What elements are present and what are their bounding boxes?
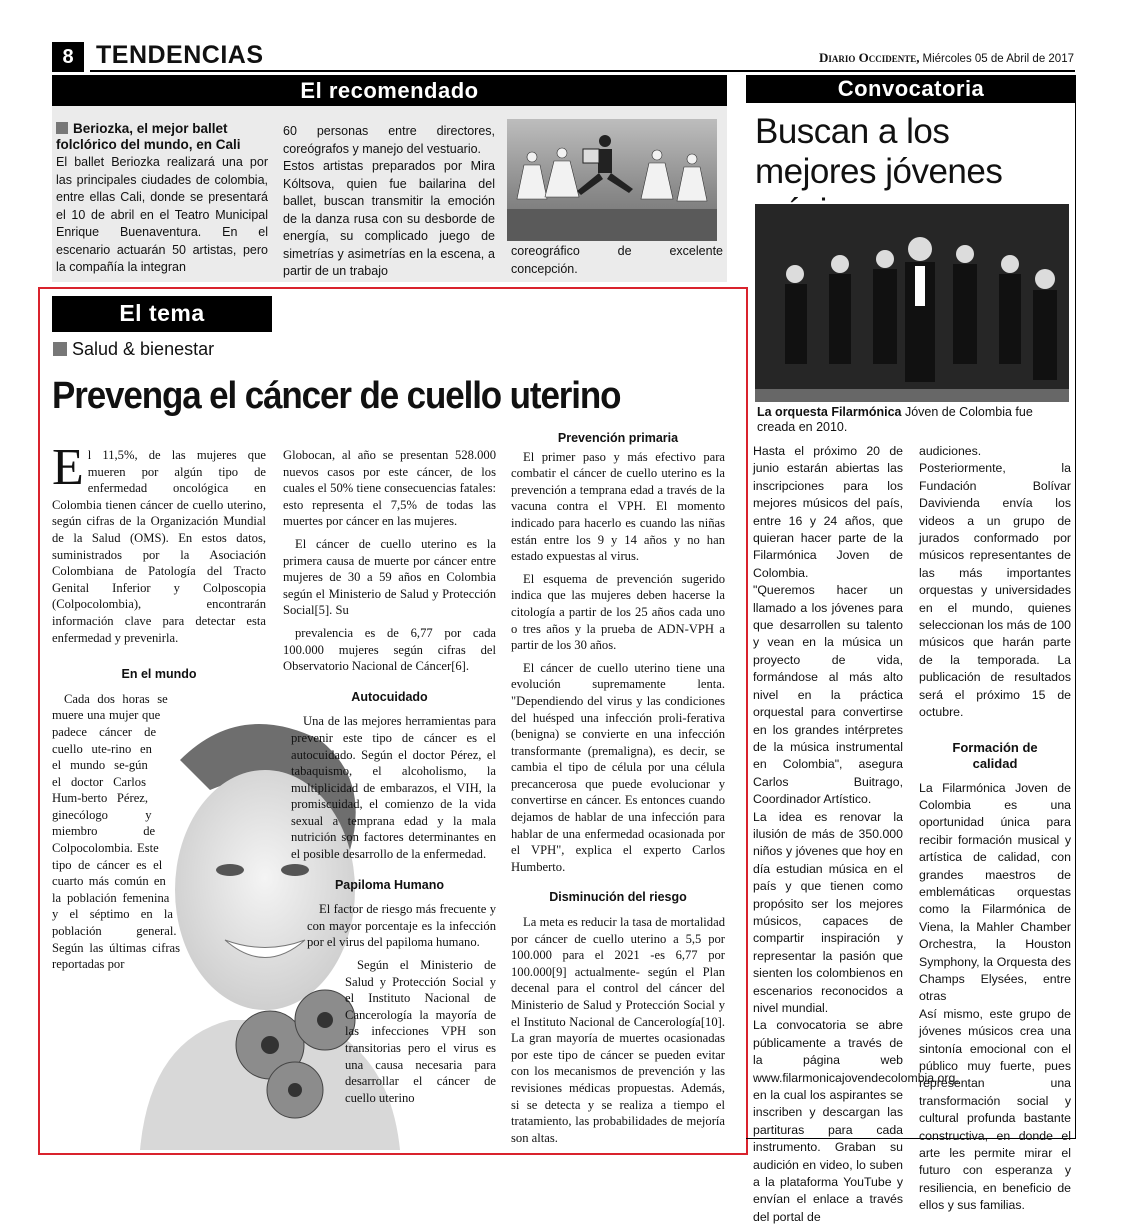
convo-col1-p3: La idea es renovar la ilusión de más de 350.000 niños y jóvenes que hoy en día estudian música en el país y que tienen como propósito ser los mejores músicos, capaces de compartir inspiración y representar la pasión que sienten los colombienos en escenarios reconocidos a nivel mundial. bbox=[753, 809, 903, 1015]
recomendado-col3-text: coreográfico de excelente concepción. bbox=[511, 244, 723, 276]
orchestra-image bbox=[755, 204, 1069, 402]
tema-col1-body: Cada dos horas se muere una mujer que padece cáncer de cuello ute-rino en el mundo se-gún el doctor Carlos Hum-berto Pérez, ginecólogo y miembro de Colpocolombia. Este tipo de cáncer es el cuarto más común en la población femenina y el séptimo en la población general. Según las últimas cifras reportadas por bbox=[52, 691, 181, 972]
convocatoria-bar-title: Convocatoria bbox=[837, 76, 985, 101]
tema-headline: Prevenga el cáncer de cuello uterino bbox=[52, 375, 621, 417]
subhead-papiloma-humano: Papiloma Humano bbox=[334, 877, 445, 892]
page-number-box bbox=[52, 42, 84, 72]
convocatoria-col-2 bbox=[919, 443, 1071, 1215]
tema-col-1 bbox=[52, 439, 266, 991]
tema-col2-p2: El cáncer de cuello uterino es la primera causa de muerte por cáncer entre mujeres de 30 a 59 años en Colombia según el Ministerio de Salud y Protección Social[5]. Su bbox=[283, 536, 496, 618]
subhead-disminucion-del-riesgo: Disminución del riesgo bbox=[549, 890, 687, 905]
kicker-square-icon bbox=[53, 342, 67, 356]
section-title: TENDENCIAS bbox=[96, 41, 264, 69]
subhead-prevencion-primaria: Prevención primaria bbox=[557, 431, 679, 445]
tema-col3-p2: El esquema de prevención sugerido indica que las mujeres deben hacerse la citología a partir de los 25 años cada uno o tres años y la prueba de ADN-VPH a partir de los 30 años. bbox=[511, 571, 725, 653]
orchestra-caption bbox=[757, 405, 1069, 435]
convocatoria-bar bbox=[746, 75, 1076, 103]
ballet-photo bbox=[507, 119, 717, 241]
tema-col3-p4: La meta es reducir la tasa de mortalidad por cáncer de cuello uterino a 5,5 por 100.000 para el 2021 -es 6,77 por 100.000[9] actualmente- según el Plan decenal para el control del cáncer del Ministerio de Salud y Protección Social y el Instituto Nacional de Cancerología[10]. La gran mayoría de muertes ocasionadas por este tipo de cáncer se pueden evitar con los mecanismos de prevención y las revisiones médicas propuestas. Además, si se detecta y se realiza a tiempo el tratamiento, las probabilidades de mejoría son altas. bbox=[511, 915, 725, 1145]
tema-col1-wrap bbox=[52, 691, 266, 973]
page-number: 8 bbox=[62, 46, 74, 68]
tema-col2-p1: Globocan, al año se presentan 528.000 nuevos casos por este cáncer, de los cuales el 50% tiene consecuencias fatales: esto representa el 7,5% de todas las muertes por cáncer en las mujeres. bbox=[283, 448, 496, 529]
convo-col2-p2: Posteriormente, la Fundación Bolívar Davivienda envía los videos a un grupo de jurados conformado por músicos representantes de las más importantes orquestas y universidades en el mundo, quienes seleccionan los más de 100 músicos que harán parte de la temporada. La publicación de resultados será el próximo 15 de octubre. bbox=[919, 461, 1071, 720]
caption-bold: La orquesta Filarmónica bbox=[757, 405, 902, 419]
header-rule bbox=[90, 70, 1075, 72]
orchestra-photo bbox=[755, 204, 1069, 402]
convocatoria-headline: Buscan a los mejores jóvenes bbox=[755, 112, 1003, 191]
tema-col-2 bbox=[283, 447, 496, 1112]
recomendado-col2-p2: Estos artistas preparados por Mira Kóltsova, quien fue bailarina del ballet, buscan transmitir la emoción de la danza rusa con su desborde de energía, su complicado juego de simetrías y asimetrías en la escena, a partir de un trabajo bbox=[283, 159, 495, 278]
caption-rest: Jóven de Colombia fue creada en 2010. bbox=[757, 405, 1033, 434]
tema-col2-p6: Según el Ministerio de Salud y Protección Social y el Instituto Nacional de Cancerología la mayoría de las infecciones VPH son transitorias pero el virus es una causa necesaria para desarrollar el cáncer de cuello uterino bbox=[345, 958, 496, 1105]
tema-bar bbox=[52, 296, 272, 332]
subhead-en-el-mundo: En el mundo bbox=[121, 667, 197, 682]
tema-col-3 bbox=[511, 430, 725, 1152]
tema-bar-title: El tema bbox=[119, 300, 205, 326]
convo-col1-p2: "Queremos hacer un llamado a los jóvenes para que desarrollen su talento y vean en la música un proyecto de vida, formándose al más alto nivel en la práctica orquestal para convertirse en los grandes intérpretes de la música instrumental en Colombia", asegura Carlos Buitrago, Coordinador Artístico. bbox=[753, 583, 903, 807]
paper-name: Diario Occidente, bbox=[818, 50, 920, 65]
issue-date: Miércoles 05 de Abril de 2017 bbox=[922, 53, 1074, 65]
subhead-autocuidado: Autocuidado bbox=[351, 689, 428, 704]
convo-col1-p1: Hasta el próximo 20 de junio estarán abiertas las inscripciones para los mejores músicos del país, entre 16 y 24 años, que quieran hacer parte de la Filarmónica Joven de Colombia. bbox=[753, 444, 903, 580]
tema-col2-p5: El factor de riesgo más frecuente y con mayor porcentaje es la infección por el virus del papiloma humano. bbox=[307, 902, 496, 950]
tema-col2-p3: prevalencia es de 6,77 por cada 100.000 mujeres según cifras del Observatorio Nacional de Cáncer[6]. bbox=[283, 625, 496, 674]
recomendado-headline: Beriozka, el mejor ballet folclórico del mundo, en Cali bbox=[56, 121, 241, 152]
tema-col2-p4-wrap bbox=[291, 713, 496, 862]
drop-cap: E bbox=[52, 439, 84, 496]
convo-col1-p4: La convocatoria se abre públicamente a través de la página web www.filarmonicajovendecolombia.org, en la cual los aspirantes se inscriben y descargan las partituras para cada instrumento. Graban su audición en video, lo suben a la plataforma YouTube y envían el enlace a través del portal de bbox=[753, 1018, 959, 1224]
recomendado-col-1 bbox=[56, 121, 268, 277]
convo-col2-p1: audiciones. bbox=[919, 444, 982, 458]
recomendado-bar-title: El recomendado bbox=[300, 78, 479, 103]
bullet-square-icon bbox=[56, 122, 68, 134]
recomendado-col1-text: El ballet Beriozka realizará una por las principales ciudades de colombia, entre ellas Cali, donde se presentará el 10 de abril en el Teatro Municipal Enrique Buenaventura. En el escenario actuarán 50 artistas, pero la compañía la integran bbox=[56, 155, 268, 274]
recomendado-col-2 bbox=[283, 123, 495, 281]
tema-col3-p1: El primer paso y más efectivo para combatir el cáncer de cuello uterino es la prevención a temprana edad a través de la vacuna contra el VPH. El momento indicado para hacerlo es cuando las niñas están entre los 9 y 14 años y no han estado expuestas al virus. bbox=[511, 449, 725, 564]
recomendado-col2-p1: 60 personas entre directores, coreógrafos y manejo del vestuario. bbox=[283, 124, 495, 156]
tema-col2-p4: Una de las mejores herramientas para prevenir este tipo de cáncer es el autocuidado. Según el doctor Pérez, el tabaquismo, el alcoholismo, la multiplicidad de embarazos, el VIH, la promiscuidad, el comienzo de la vida sexual a temprana edad y la mala nutrición son factores determinantes en el posible desarrollo de la enfermedad. bbox=[291, 714, 496, 862]
convo-col2-p4: Así mismo, este grupo de jóvenes músicos crea una sintonía emocional con el público muy fuerte, pues representan una transformación social y cultural profunda bastante constructiva, en donde el arte les permite mirar el futuro con esperanza y resiliencia, en beneficio de ellos y sus familias. bbox=[919, 1006, 1071, 1213]
convo-col2-p3: La Filarmónica Joven de Colombia es una oportunidad única para recibir formación musical y artística de calidad, con grandes maestros de emblemáticas orquestas como la Filarmónica de Viena, la Mahler Chamber Orchestra, la Houston Symphony, la Orquesta des Champs Elysées, entre otras bbox=[919, 780, 1071, 1004]
recomendado-bar bbox=[52, 75, 727, 106]
tema-col3-p3: El cáncer de cuello uterino tiene una evolución supremamente lenta. "Dependiendo del virus y las condiciones del huésped una infección proli-ferativa (benigna) se convierte en una infección transformante (premaligna), es decir, se cambia el tipo de célula por una célula precancerosa que puede evolucionar y convertirse en cáncer. Es entonces cuando dejamos de hablar de una infección para hablar de una enfermedad ocasionada por el VPH", explica el experto Carlos Humberto. bbox=[511, 660, 725, 874]
subhead-formacion-de-calidad: Formación de calidad bbox=[952, 739, 1038, 771]
tema-intro-paragraph: El 11,5%, de las mujeres que mueren por algún tipo de enfermedad oncológica en Colombia tienen cáncer de cuello uterino, según cifras de la Organización Mundial de la Salud (OMS). En estos datos, suministrados por la Asociación Colombiana de Patología del Tracto Genital Inferior y Colposcopia (Colpocolombia), encontrarán información clave para detectar esta enfermedad y prevenirla. bbox=[52, 439, 266, 645]
ballet-dancers-image bbox=[507, 119, 717, 241]
recomendado-col-3 bbox=[511, 243, 723, 278]
tema-col2-p5-wrap bbox=[307, 901, 496, 951]
paper-masthead bbox=[819, 50, 1074, 66]
tema-kicker: Salud & bienestar bbox=[53, 339, 214, 360]
tema-col2-p6-wrap bbox=[345, 957, 496, 1106]
